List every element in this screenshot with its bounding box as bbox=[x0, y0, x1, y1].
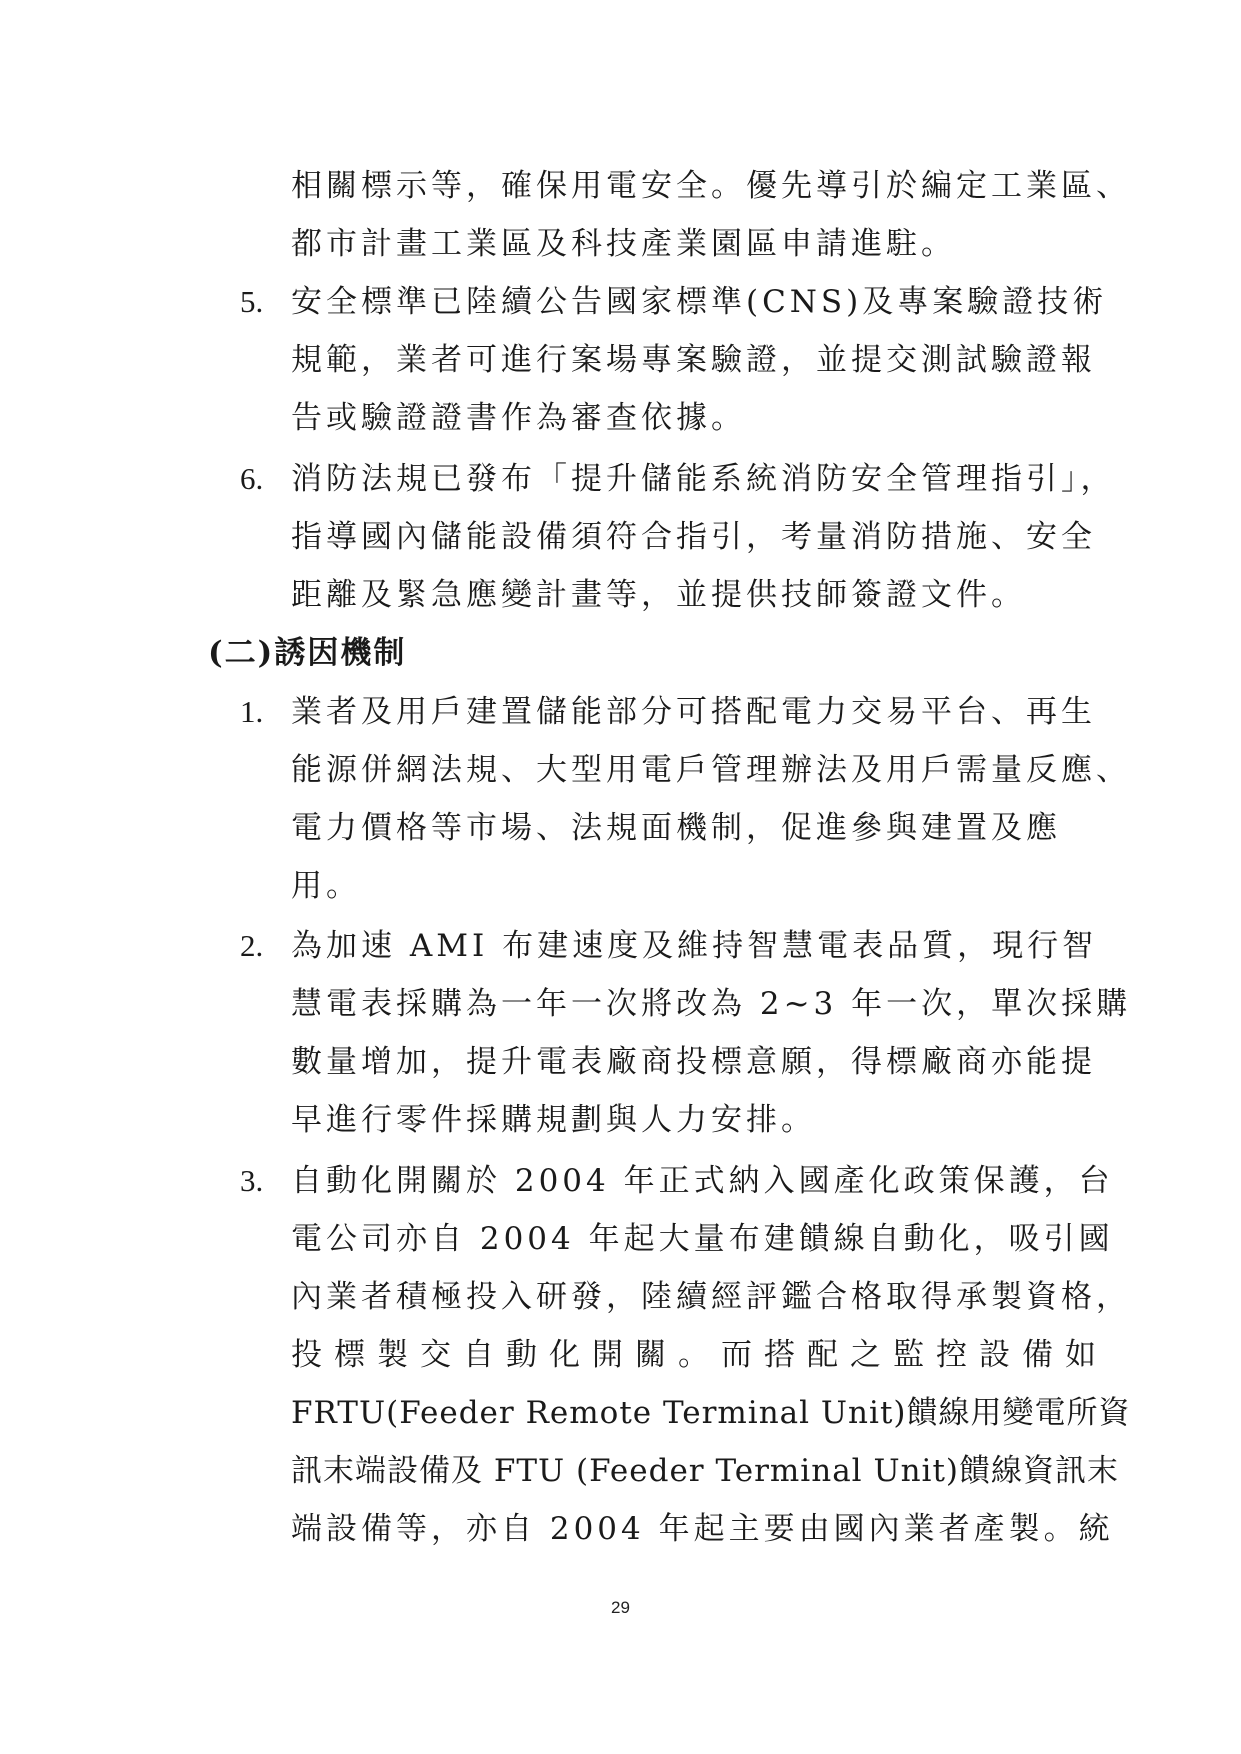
list-item-line: 早進行零件採購規劃與人力安排。 bbox=[291, 1102, 816, 1138]
list-item-line: 規範，業者可進行案場專案驗證，並提交測試驗證報 bbox=[291, 342, 1096, 378]
list-item-line: 電力價格等市場、法規面機制，促進參與建置及應 bbox=[291, 810, 1061, 846]
list-number: 1. bbox=[240, 694, 264, 729]
continuation-line-2: 都市計畫工業區及科技產業園區申請進駐。 bbox=[291, 226, 956, 262]
list-item-line: 投標製交自動化開關。而搭配之監控設備如 bbox=[291, 1337, 1108, 1373]
list-item-line: 為加速 AMI 布建速度及維持智慧電表品質，現行智 bbox=[291, 928, 1098, 964]
list-number: 6. bbox=[240, 461, 264, 496]
list-item-line: 內業者積極投入研發，陸續經評鑑合格取得承製資格， bbox=[291, 1279, 1131, 1315]
list-item-line: 自動化開關於 2004 年正式納入國產化政策保護，台 bbox=[291, 1163, 1114, 1199]
list-item-line: 用。 bbox=[291, 868, 361, 904]
list-number: 5. bbox=[240, 284, 264, 319]
list-item-line: 端設備等，亦自 2004 年起主要由國內業者產製。統 bbox=[291, 1511, 1114, 1547]
list-item-line: 消防法規已發布「提升儲能系統消防安全管理指引」， bbox=[291, 461, 1116, 497]
list-item-line: 距離及緊急應變計畫等，並提供技師簽證文件。 bbox=[291, 577, 1026, 613]
list-item-line: 指導國內儲能設備須符合指引，考量消防措施、安全 bbox=[291, 519, 1096, 555]
list-item-line: FRTU(Feeder Remote Terminal Unit)饋線用變電所資 bbox=[291, 1395, 1131, 1431]
list-number: 2. bbox=[240, 928, 264, 963]
list-item-line: 告或驗證證書作為審查依據。 bbox=[291, 400, 746, 436]
list-item-line: 電公司亦自 2004 年起大量布建饋線自動化，吸引國 bbox=[291, 1221, 1114, 1257]
list-item-line: 能源併網法規、大型用電戶管理辦法及用戶需量反應、 bbox=[291, 752, 1131, 788]
continuation-line-1: 相關標示等，確保用電安全。優先導引於編定工業區、 bbox=[291, 168, 1131, 204]
list-item-line: 業者及用戶建置儲能部分可搭配電力交易平台、再生 bbox=[291, 694, 1096, 730]
list-number: 3. bbox=[240, 1163, 264, 1198]
list-item-line: 安全標準已陸續公告國家標準(CNS)及專案驗證技術 bbox=[291, 284, 1108, 320]
list-item-line: 數量增加，提升電表廠商投標意願，得標廠商亦能提 bbox=[291, 1044, 1096, 1080]
list-item-line: 慧電表採購為一年一次將改為 2~3 年一次，單次採購 bbox=[291, 986, 1132, 1022]
page-number: 29 bbox=[611, 1598, 630, 1617]
list-item-line: 訊末端設備及 FTU (Feeder Terminal Unit)饋線資訊末 bbox=[291, 1453, 1119, 1489]
section-heading: (二)誘因機制 bbox=[208, 635, 407, 671]
